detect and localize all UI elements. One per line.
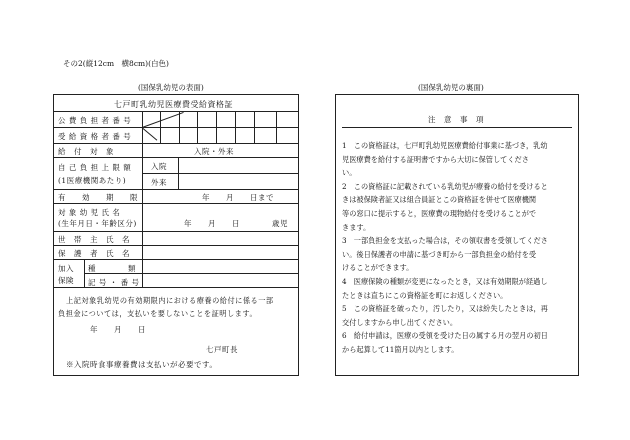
- public-payer-number-label: 公 費 負 担 者 番 号: [58, 116, 132, 125]
- front-card: [53, 94, 299, 376]
- back-caption: (国保乳幼児の裏面): [418, 83, 484, 92]
- recipient-number-label: 受 給 資 格 者 番 号: [58, 132, 132, 141]
- note-line: きは被保険者証又は組合員証とこの資格証を併せて医療機関: [342, 195, 537, 205]
- note-line: 3 一部負担金を支払った場合は，その領収書を受領してくださ: [342, 236, 548, 246]
- note-line: 2 この資格証に記載されている乳幼児が療養の給付を受けると: [342, 181, 548, 191]
- note-line: たときは直ちにこの資格証を町にお返しください。: [342, 290, 508, 300]
- insurance-type-label: 種 類: [88, 264, 136, 273]
- statement-line-1: 上記対象乳幼児の有効期限内における療養の給付に係る一部: [66, 296, 274, 305]
- note-line: 6 給付申請は，医療の受領を受けた日の属する月の翌月の初日: [342, 331, 548, 341]
- outpatient-label: 外来: [151, 178, 167, 187]
- note-line: 等の窓口に提示すると，医療費の現物給付を受けることがで: [342, 209, 537, 218]
- statement-line-2: 負担金については，支払いを要しないことを証明します。: [58, 309, 258, 318]
- guardian-label: 保 護 者 氏 名: [58, 249, 130, 258]
- insurance-label-2: 保険: [58, 276, 74, 285]
- issuer-name: 七戸町長: [206, 345, 238, 354]
- copay-limit-label: 自 己 負 担 上 限 額: [58, 163, 132, 172]
- note-line: い。後日保護者の申請に基づき町から一部負担金の給付を受: [342, 249, 537, 259]
- note-line: から起算して11箇月以内とします。: [342, 345, 459, 354]
- certificate-title: 七戸町乳幼児医療費受給資格証: [114, 100, 233, 109]
- householder-label: 世 帯 主 氏 名: [58, 235, 130, 244]
- front-caption: (国保乳幼児の表面): [138, 83, 204, 92]
- back-card: [335, 94, 579, 376]
- note-line: きます。: [342, 222, 371, 232]
- note-line: 4 医療保険の種類が変更になったとき，又は有効期限が経過し: [342, 277, 548, 286]
- issue-date: 年 月 日: [90, 325, 146, 334]
- validity-label: 有 効 期 限: [58, 193, 138, 202]
- insurance-symbol-label: 記 号 ・ 番 号: [88, 278, 140, 287]
- child-name-label: 対 象 幼 児 氏 名: [58, 208, 121, 217]
- divider: [54, 111, 298, 112]
- notes-title: 注 意 事 項: [428, 115, 484, 124]
- insurance-label: 加入: [58, 264, 74, 273]
- size-color-note: その2(縦12cm 横8cm)(白色): [63, 59, 169, 68]
- note-line: 5 この資格証を破ったり，汚したり，又は紛失したときは，再: [342, 304, 548, 314]
- validity-value: 年 月 日まで: [202, 193, 274, 202]
- child-dob-label: (生年月日・年齢区分): [58, 219, 137, 228]
- note-line: 児医療費を給付する証明書ですから大切に保管してくださ: [342, 154, 529, 164]
- note-line: い。: [342, 168, 357, 178]
- note-line: 1 この資格証は，七戸町乳幼児医療費給付事業に基づき，乳幼: [342, 141, 548, 150]
- dob-value: 年 月 日 歳児: [184, 219, 288, 228]
- benefit-scope-value: 入院・外来: [194, 147, 234, 156]
- meal-cost-footnote: ※入院時食事療養費は支払いが必要です。: [66, 360, 218, 369]
- note-line: 交付しますから申し出てください。: [342, 317, 458, 327]
- inpatient-label: 入院: [151, 162, 167, 171]
- benefit-scope-label: 給 付 対 象: [58, 147, 114, 156]
- copay-limit-sublabel: (1医療機関あたり): [58, 176, 127, 185]
- divider: [342, 127, 572, 128]
- note-line: けることができます。: [342, 263, 414, 273]
